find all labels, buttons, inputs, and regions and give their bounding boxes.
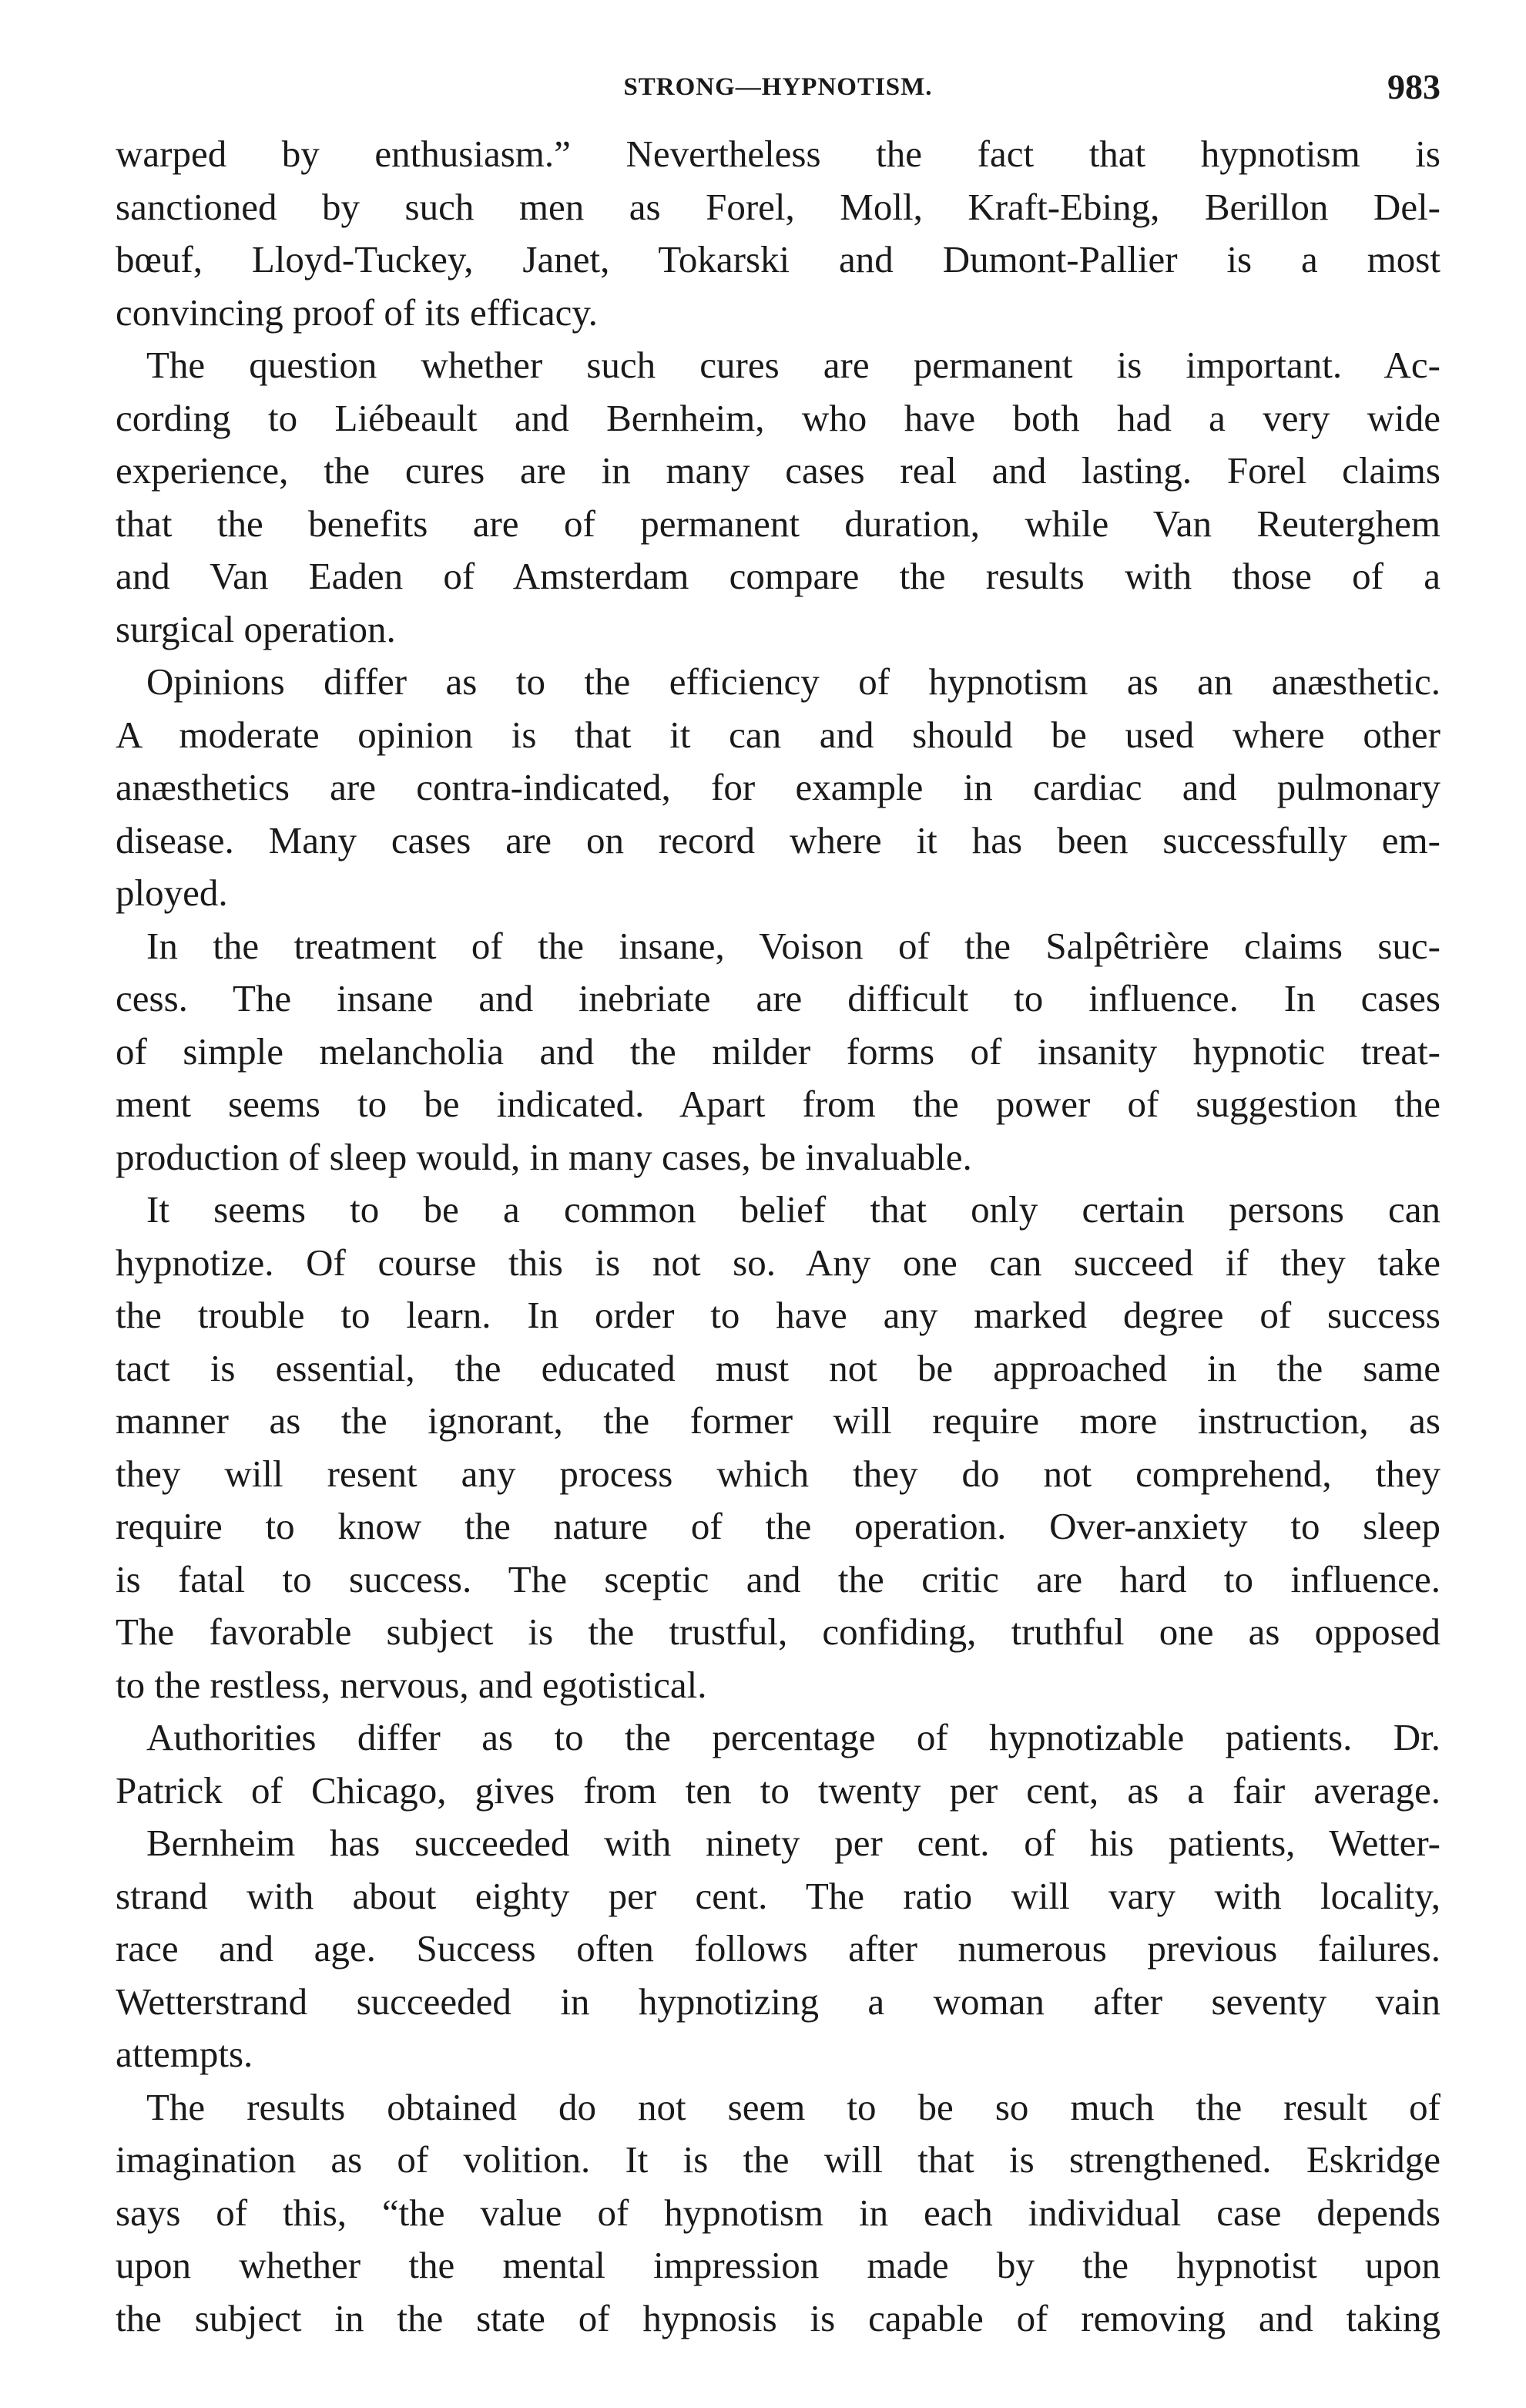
text-line: cording to Liébeault and Bernheim, who have both had a very wide [116,396,1440,439]
text-line: hypnotize. Of course this is not so. Any one can succeed if they take [116,1241,1440,1284]
text-line: imagination as of volition. It is the will that is strengthened. Eskridge [116,2138,1440,2181]
running-title: STRONG—HYPNOTISM. [623,73,933,101]
text-line: says of this, “the value of hypnotism in each individual case depends [116,2191,1440,2234]
text-line: cess. The insane and inebriate are difficult to influence. In cases [116,977,1440,1019]
text-line: strand with about eighty per cent. The ratio will vary with locality, [116,1874,1440,1917]
text-line: they will resent any process which they do not comprehend, they [116,1452,1440,1495]
text-line: require to know the nature of the operation. Over-anxiety to sleep [116,1505,1440,1547]
text-line: attempts. [116,2033,253,2075]
text-line: that the benefits are of permanent duration, while Van Reuterghem [116,502,1440,545]
text-line: Wetterstrand succeeded in hypnotizing a woman after seventy vain [116,1980,1440,2023]
text-line: The favorable subject is the trustful, confiding, truthful one as opposed [116,1610,1440,1653]
running-head [116,68,1440,106]
text-line: anæsthetics are contra-indicated, for example in cardiac and pulmonary [116,766,1440,808]
text-line: production of sleep would, in many cases, be invaluable. [116,1135,972,1178]
text-line: the trouble to learn. In order to have any marked degree of success [116,1294,1440,1336]
text-line: experience, the cures are in many cases real and lasting. Forel claims [116,449,1440,492]
text-line: disease. Many cases are on record where it has been successfully em- [116,818,1440,861]
text-line: Opinions differ as to the efficiency of hypnotism as an anæsthetic. [146,660,1440,703]
text-line: and Van Eaden of Amsterdam compare the results with those of a [116,555,1440,597]
text-line: The question whether such cures are permanent is important. Ac- [146,344,1440,386]
text-line: race and age. Success often follows after numerous previous failures. [116,1927,1440,1970]
text-line: the subject in the state of hypnosis is capable of removing and taking [116,2296,1440,2339]
text-line: convincing proof of its efficacy. [116,291,598,334]
text-line: of simple melancholia and the milder forms of insanity hypnotic treat- [116,1029,1440,1073]
text-line: is fatal to success. The sceptic and the critic are hard to influence. [116,1557,1440,1600]
text-line: surgical operation. [116,607,396,650]
text-line: Authorities differ as to the percentage of hypnotizable patients. Dr. [146,1716,1440,1758]
text-line: manner as the ignorant, the former will require more instruction, as [116,1399,1440,1442]
body-text [116,128,1440,2345]
text-line: bœuf, Lloyd-Tuckey, Janet, Tokarski and Dumont-Pallier is a most [116,238,1440,280]
text-line: ployed. [116,872,228,914]
text-line: Bernheim has succeeded with ninety per cent. of his patients, Wetter- [146,1822,1440,1864]
text-line: The results obtained do not seem to be so much the result of [146,2085,1440,2128]
text-line: warped by enthusiasm.” Nevertheless the fact that hypnotism is [116,133,1440,175]
text-line: Patrick of Chicago, gives from ten to twenty per cent, as a fair average. [116,1768,1440,1812]
text-line: sanctioned by such men as Forel, Moll, Kraft-Ebing, Berillon Del- [116,185,1440,228]
page-number: 983 [1387,67,1440,106]
text-line: upon whether the mental impression made by the hypnotist upon [116,2244,1440,2286]
text-line: It seems to be a common belief that only certain persons can [146,1188,1440,1231]
text-line: In the treatment of the insane, Voison of the Salpêtrière claims suc- [146,924,1440,967]
text-line: to the restless, nervous, and egotistical. [116,1663,707,1706]
text-line: A moderate opinion is that it can and should be used where other [116,713,1440,756]
text-line: ment seems to be indicated. Apart from the power of suggestion the [116,1083,1440,1125]
text-line: tact is essential, the educated must not be approached in the same [116,1346,1440,1389]
